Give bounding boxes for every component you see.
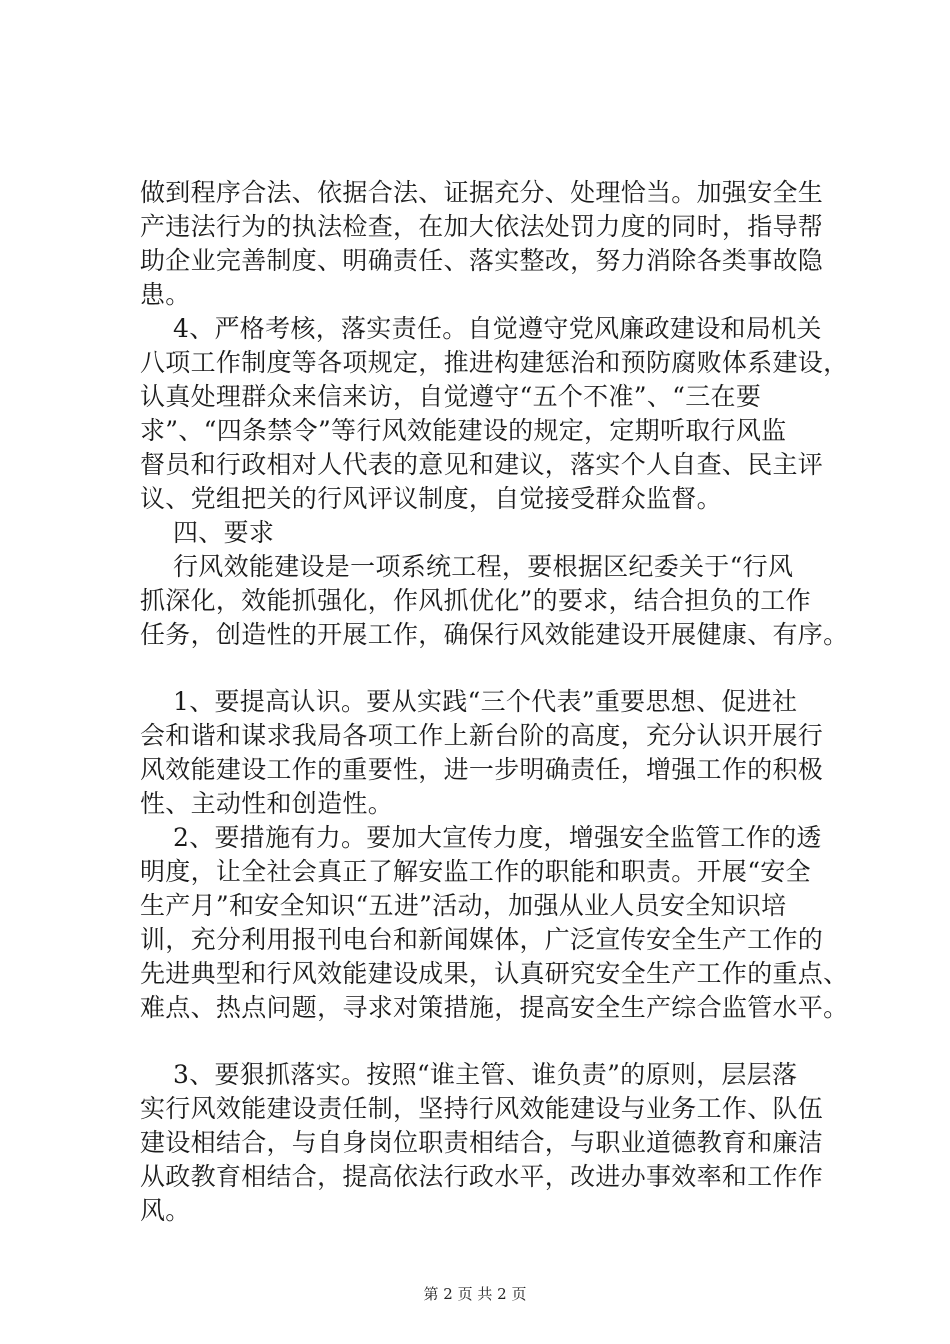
paragraph-item-3 [140, 1058, 840, 1228]
paragraph-item-4 [140, 312, 849, 516]
text-line: 性、主动性和创造性。 [140, 789, 394, 818]
text-line: 助企业完善制度、明确责任、落实整改，努力消除各类事故隐 [140, 246, 824, 275]
text-line: 议、党组把关的行风评议制度，自觉接受群众监督。 [140, 484, 722, 513]
text-line: 实行风效能建设责任制，坚持行风效能建设与业务工作、队伍 [140, 1094, 824, 1123]
paragraph-item-1 [140, 685, 840, 821]
text-line: 2、要措施有力。要加大宣传力度，增强安全监管工作的透 [173, 823, 822, 852]
text-line: 抓深化，效能抓强化，作风抓优化”的要求，结合担负的工作 [140, 586, 811, 615]
text-line: 督员和行政相对人代表的意见和建议，落实个人自查、民主评 [140, 450, 824, 479]
text-line: 1、要提高认识。要从实践“三个代表”重要思想、促进社 [173, 687, 798, 716]
text-line: 从政教育相结合，提高依法行政水平，改进办事效率和工作作 [140, 1162, 824, 1191]
page-footer [0, 1284, 950, 1304]
text-line: 3、要狠抓落实。按照“谁主管、谁负责”的原则，层层落 [173, 1060, 798, 1089]
heading-text: 四、要求 [173, 518, 275, 547]
text-line: 风。 [140, 1196, 191, 1225]
section-heading [140, 516, 840, 550]
paragraph-intro [140, 550, 849, 652]
text-line: 任务，创造性的开展工作，确保行风效能建设开展健康、有序。 [140, 620, 849, 649]
paragraph-item-2 [140, 821, 849, 1025]
text-line: 训，充分利用报刊电台和新闻媒体，广泛宣传安全生产工作的 [140, 925, 824, 954]
text-line: 做到程序合法、依据合法、证据充分、处理恰当。加强安全生 [140, 178, 824, 207]
page-number-label: 第 2 页 共 2 页 [423, 1285, 527, 1303]
paragraph-gap [140, 652, 840, 685]
text-line: 患。 [140, 280, 191, 309]
text-line: 求”、“四条禁令”等行风效能建设的规定，定期听取行风监 [140, 416, 787, 445]
paragraph-continuation [140, 176, 840, 312]
text-line: 难点、热点问题，寻求对策措施，提高安全生产综合监管水平。 [140, 993, 849, 1022]
paragraph-gap [140, 1025, 840, 1058]
text-line: 明度，让全社会真正了解安监工作的职能和职责。开展“安全 [140, 857, 811, 886]
text-line: 生产月”和安全知识“五进”活动，加强从业人员安全知识培 [140, 891, 787, 920]
text-line: 行风效能建设是一项系统工程，要根据区纪委关于“行风 [173, 552, 794, 581]
text-line: 建设相结合，与自身岗位职责相结合，与职业道德教育和廉洁 [140, 1128, 824, 1157]
document-body [140, 176, 849, 1228]
text-line: 认真处理群众来信来访，自觉遵守“五个不准”、“三在要 [140, 382, 762, 411]
text-line: 4、严格考核，落实责任。自觉遵守党风廉政建设和局机关 [173, 314, 822, 343]
text-line: 八项工作制度等各项规定，推进构建惩治和预防腐败体系建设， [140, 348, 849, 377]
text-line: 产违法行为的执法检查，在加大依法处罚力度的同时，指导帮 [140, 212, 824, 241]
text-line: 风效能建设工作的重要性，进一步明确责任，增强工作的积极 [140, 755, 824, 784]
text-line: 先进典型和行风效能建设成果，认真研究安全生产工作的重点、 [140, 959, 849, 988]
text-line: 会和谐和谋求我局各项工作上新台阶的高度，充分认识开展行 [140, 721, 824, 750]
